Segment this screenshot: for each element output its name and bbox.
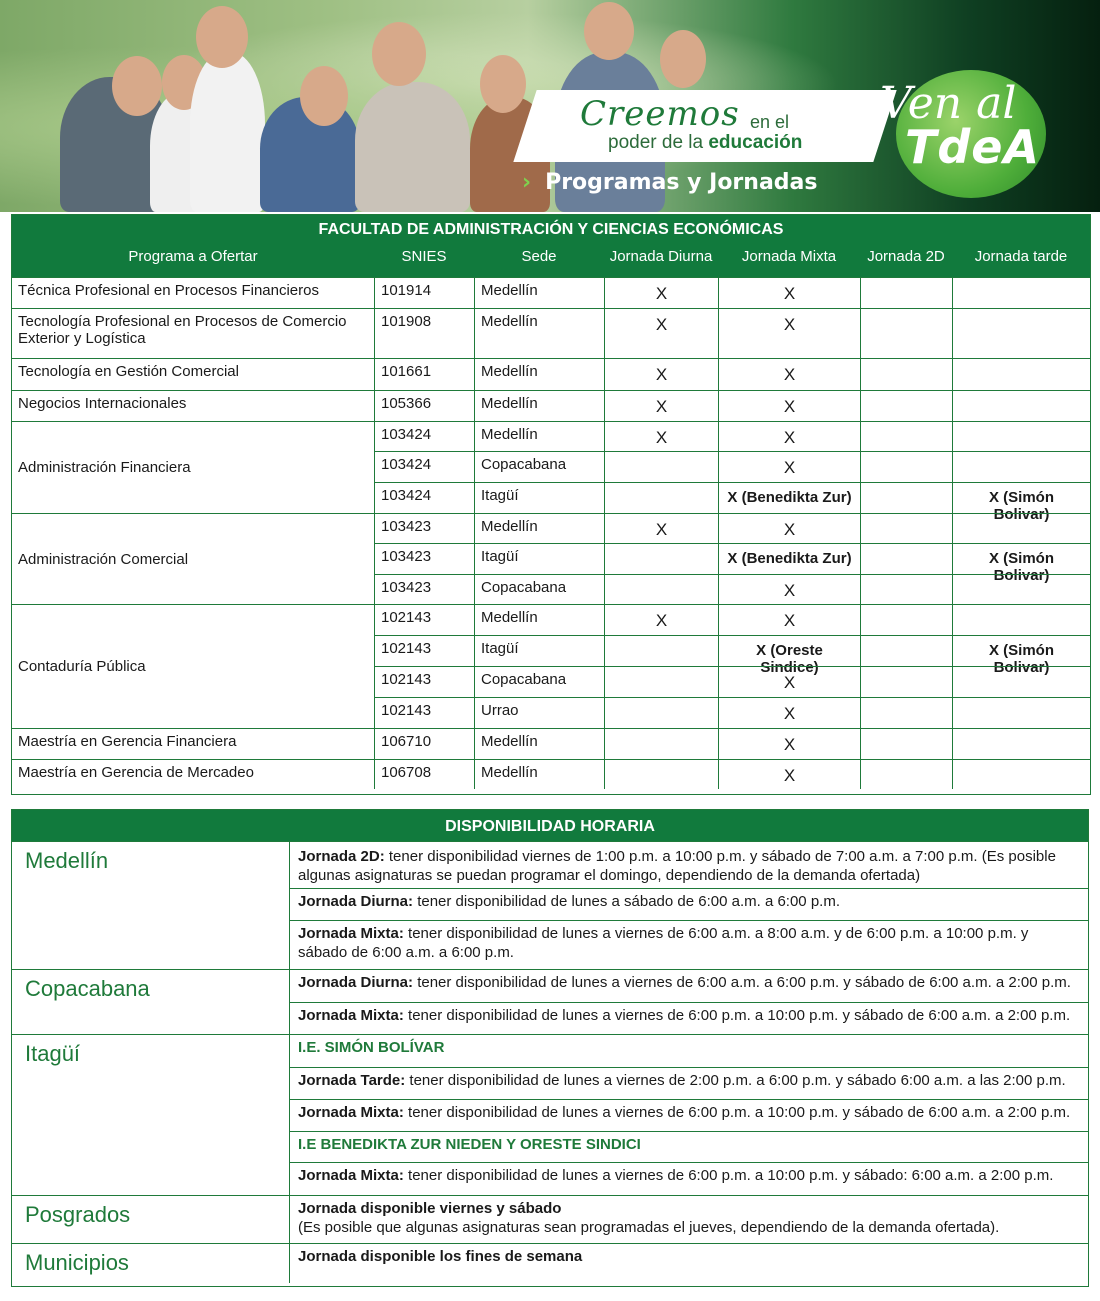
photo-person-head [584,2,634,60]
schedule-text: tener disponibilidad de lunes a viernes de 6:00 p.m. a 10:00 p.m. y sábado de 6:00 a.m. a 2:00 p.m. [403,1104,1071,1121]
cell-diurna [604,698,718,728]
schedule-key: Jornada Mixta: [298,1167,404,1184]
cell-mixta: X [718,605,860,635]
cell-mixta: X [718,667,860,697]
cell-sede: Medellín [474,391,604,421]
cell-tarde: X (Simón Bolivar) [952,636,1090,666]
cell-j2d [860,605,952,635]
cell-tarde [952,514,1090,543]
schedule-text: tener disponibilidad viernes de 1:00 p.m. a 10:00 p.m. y sábado de 7:00 a.m. a 7:00 p.m. (Es posible algunas asignaturas se puedan programar el domingo, dependiendo de la demanda ofertada) [298,848,1056,884]
program-name: Técnica Profesional en Procesos Financieros [12,277,374,308]
cell-sede: Medellín [474,309,604,358]
schedule-key: Jornada Diurna: [298,893,414,910]
logo-ven-al: Ven al [880,78,1017,129]
header-sede: Sede [521,248,557,265]
programs-table [11,214,1091,795]
schedule-group [12,969,1088,1034]
header-2d: Jornada 2D [867,248,945,265]
cell-tarde [952,391,1090,421]
photo-person [355,82,470,212]
cell-snies: 102143 [374,698,474,728]
cell-j2d [860,452,952,482]
cell-snies: 105366 [374,391,474,421]
schedule-table [11,809,1089,1287]
schedule-row [290,1244,1088,1284]
cell-sede: Medellín [474,760,604,789]
cell-mixta: X [718,729,860,759]
cell-j2d [860,575,952,604]
cell-tarde [952,698,1090,728]
table-header [12,243,1090,277]
cell-sede: Medellín [474,359,604,390]
cell-j2d [860,359,952,390]
cell-sede: Itagüí [474,544,604,574]
program-name: Negocios Internacionales [12,390,374,421]
cell-diurna: X [604,278,718,308]
schedule-text: tener disponibilidad de lunes a viernes de 6:00 a.m. a 6:00 p.m. y sábado de 6:00 a.m. a 2:00 p.m. [413,974,1071,991]
cell-snies: 103424 [374,422,474,451]
schedule-row [290,842,1088,888]
cell-j2d [860,636,952,666]
photo-person-head [372,22,426,86]
cell-mixta: X [718,760,860,789]
cell-mixta: X (Oreste Sindice) [718,636,860,666]
cell-snies: 103423 [374,514,474,543]
photo-person-head [112,56,162,116]
cell-diurna: X [604,422,718,451]
schedule-row [290,1162,1088,1196]
schedule-key: Jornada Mixta: [298,1104,404,1121]
cell-sede: Medellín [474,605,604,635]
cell-snies: 106708 [374,760,474,789]
cell-mixta: X [718,575,860,604]
schedule-row [290,1099,1088,1131]
cell-mixta: X [718,698,860,728]
photo-person-head [480,55,526,113]
table-body [12,277,1090,794]
program-name: Maestría en Gerencia de Mercadeo [12,759,374,789]
cell-diurna [604,483,718,513]
program-name: Contaduría Pública [12,604,374,728]
cell-j2d [860,514,952,543]
cell-diurna [604,667,718,697]
header-mixta: Jornada Mixta [741,248,837,265]
program-name: Administración Financiera [12,421,374,513]
cell-sede: Medellín [474,422,604,451]
cell-diurna [604,544,718,574]
cell-mixta: X [718,309,860,358]
header-programa: Programa a Ofertar [128,248,258,265]
institution-label: I.E. SIMÓN BOLÍVAR [298,1039,445,1056]
cell-sede: Itagüí [474,483,604,513]
header-banner [0,0,1100,212]
header-diurna: Jornada Diurna [609,248,713,265]
cell-sede: Copacabana [474,452,604,482]
cell-diurna: X [604,605,718,635]
cell-mixta: X (Benedikta Zur) [718,483,860,513]
cell-tarde [952,452,1090,482]
logo-tdea: TdeA [905,120,1041,174]
slogan-line1: en el [750,112,790,132]
cell-j2d [860,729,952,759]
sede-name: Posgrados [12,1196,290,1243]
cell-sede: Medellín [474,278,604,308]
schedule-row [290,1067,1088,1099]
photo-person [190,52,265,212]
cell-mixta: X [718,514,860,543]
section-title: › Programas y Jornadas [522,170,818,195]
cell-snies: 101661 [374,359,474,390]
cell-tarde [952,667,1090,697]
header-tarde: Jornada tarde [974,248,1068,265]
cell-j2d [860,483,952,513]
cell-diurna: X [604,309,718,358]
cell-snies: 103424 [374,452,474,482]
cell-tarde [952,309,1090,358]
cell-sede: Medellín [474,514,604,543]
schedule-group [12,1243,1088,1283]
schedule-text: tener disponibilidad de lunes a viernes de 6:00 p.m. a 10:00 p.m. y sábado de 6:00 a.m. a 2:00 p.m. [403,1007,1071,1024]
program-name: Administración Comercial [12,513,374,604]
cell-tarde [952,278,1090,308]
cell-mixta: X [718,422,860,451]
cell-tarde: X (Simón Bolivar) [952,483,1090,513]
cell-j2d [860,278,952,308]
cell-diurna [604,729,718,759]
schedule-title: DISPONIBILIDAD HORARIA [12,810,1088,841]
schedule-group [12,1034,1088,1195]
schedule-row [290,1002,1088,1035]
cell-diurna [604,575,718,604]
cell-tarde [952,605,1090,635]
sede-name: Copacabana [12,970,290,1034]
cell-snies: 103424 [374,483,474,513]
cell-mixta: X (Benedikta Zur) [718,544,860,574]
cell-diurna: X [604,391,718,421]
cell-tarde [952,359,1090,390]
schedule-key: Jornada 2D: [298,848,385,865]
cell-snies: 103423 [374,575,474,604]
schedule-text: tener disponibilidad de lunes a viernes de 6:00 p.m. a 10:00 p.m. y sábado: 6:00 a.m. a 2:00 p.m. [403,1167,1054,1184]
cell-snies: 101908 [374,309,474,358]
cell-snies: 102143 [374,605,474,635]
cell-j2d [860,544,952,574]
program-name: Tecnología en Gestión Comercial [12,358,374,390]
cell-sede: Copacabana [474,667,604,697]
schedule-key: Jornada Mixta: [298,1007,404,1024]
cell-mixta: X [718,359,860,390]
cell-j2d [860,760,952,789]
chevron-right-icon: › [522,170,532,195]
faculty-title: FACULTAD DE ADMINISTRACIÓN Y CIENCIAS ECONÓMICAS [12,215,1090,243]
cell-tarde: X (Simón Bolivar) [952,544,1090,574]
cell-snies: 106710 [374,729,474,759]
program-name: Maestría en Gerencia Financiera [12,728,374,759]
photo-person-head [300,66,348,126]
institution-label: I.E BENEDIKTA ZUR NIEDEN Y ORESTE SINDICI [290,1131,1088,1162]
sede-name: Municipios [12,1244,290,1283]
cell-snies: 102143 [374,667,474,697]
sede-name: Medellín [12,842,290,969]
sede-name: Itagüí [12,1035,290,1195]
schedule-text: tener disponibilidad de lunes a sábado de 6:00 a.m. a 6:00 p.m. [413,893,840,910]
slogan-script: Creemos [580,94,740,134]
schedule-group [12,841,1088,969]
cell-diurna [604,760,718,789]
cell-snies: 101914 [374,278,474,308]
schedule-row [290,920,1088,970]
cell-j2d [860,422,952,451]
cell-tarde [952,422,1090,451]
cell-tarde [952,575,1090,604]
cell-diurna: X [604,514,718,543]
photo-person-head [196,6,248,68]
cell-diurna [604,452,718,482]
schedule-key: Jornada disponible los fines de semana [298,1248,583,1265]
schedule-key: Jornada Tarde: [298,1072,406,1089]
cell-mixta: X [718,278,860,308]
cell-j2d [860,391,952,421]
cell-sede: Itagüí [474,636,604,666]
program-name: Tecnología Profesional en Procesos de Comercio Exterior y Logística [12,308,374,358]
schedule-text: (Es posible que algunas asignaturas sean programadas el jueves, dependiendo de la demanda ofertada). [298,1219,1000,1236]
slogan [580,94,840,160]
schedule-text: tener disponibilidad de lunes a viernes de 2:00 p.m. a 6:00 p.m. y sábado 6:00 a.m. a las 2:00 p.m. [405,1072,1066,1089]
cell-j2d [860,698,952,728]
cell-snies: 103423 [374,544,474,574]
schedule-row [290,888,1088,920]
slogan-line2: poder de la educación [608,132,803,153]
schedule-key: Jornada disponible viernes y sábado [298,1200,562,1217]
cell-j2d [860,309,952,358]
cell-sede: Copacabana [474,575,604,604]
schedule-key: Jornada Mixta: [298,925,404,942]
photo-person-head [660,30,706,88]
cell-mixta: X [718,452,860,482]
cell-mixta: X [718,391,860,421]
schedule-row [290,970,1088,1002]
cell-diurna: X [604,359,718,390]
cell-sede: Urrao [474,698,604,728]
schedule-group [12,1195,1088,1243]
header-snies: SNIES [401,248,447,265]
schedule-row [290,1196,1088,1244]
cell-tarde [952,729,1090,759]
schedule-text: tener disponibilidad de lunes a viernes de 6:00 a.m. a 8:00 a.m. y de 6:00 p.m. a 10:00 p.m. y sábado de 6:00 a.m. a 6:00 p.m. [298,925,1029,961]
cell-diurna [604,636,718,666]
cell-sede: Medellín [474,729,604,759]
cell-tarde [952,760,1090,789]
cell-snies: 102143 [374,636,474,666]
cell-j2d [860,667,952,697]
schedule-key: Jornada Diurna: [298,974,414,991]
